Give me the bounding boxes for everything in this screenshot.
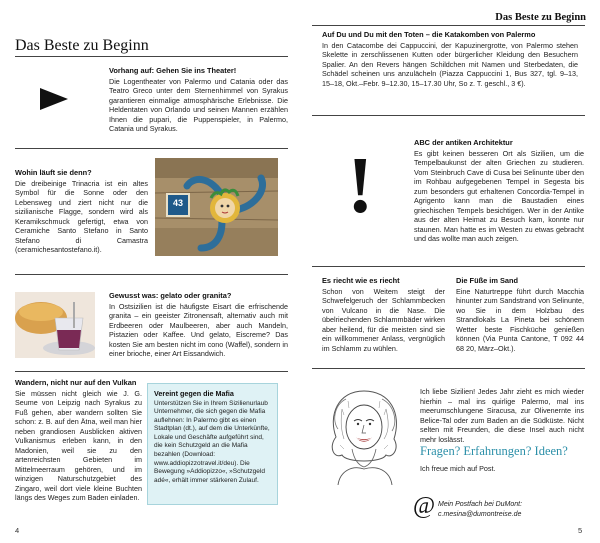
page-title: Das Beste zu Beginn bbox=[15, 37, 149, 54]
vulcano-section bbox=[322, 276, 445, 353]
rule bbox=[312, 115, 585, 116]
mafia-body: Unterstützen Sie in Ihrem Sizilienurlaub Unternehmer, die sich gegen die Mafia auflehnen: In Palermo gibt es einen Stadtplan (dt.), auf dem die Unterkünfte, Lokale und Geschäfte aufgeführt sind, die kein Schutzgeld an die Mafia bezahlen (Download: www.addiopizzotravel.it/deu). Die Bewegung »Addiopizzo«, »Schutzgeld adé«, erhält immer stärkeren Zulauf. bbox=[154, 399, 270, 484]
catacombs-body: In den Catacombe dei Cappuccini, der Kapuzinergrotte, von Palermo stehen Skelette in zerschlissenen Kutten oder bürgerlicher Kleidung den Besuchern Spalier. An den Revers hängen Schildchen mit Namen und Sterbedaten, die Schädel scheinen uns anzulächeln (Piazza Cappuccini 1, Bus 327, tgl. 9–13, 15–18, Okt.–Febr. 9–12.30, 15–17.30 Uhr, So z. T. geschl., 3 €). bbox=[322, 40, 578, 88]
vulcano-body: Schon von Weitem steigt der Schwefelgeruch der Schlammbecken von Vulcano in die Nase. Die übelriechenden Schlammbäder wirken aber heilend, für die meisten sind sie ein willkommener Anlass, vergnüglich im Schlamm zu wühlen. bbox=[322, 286, 445, 353]
at-sign-icon: @ bbox=[413, 493, 436, 519]
author-portrait bbox=[322, 385, 407, 485]
trinacria-section bbox=[15, 168, 148, 255]
rule bbox=[15, 274, 288, 275]
vulcano-heading: Es riecht wie es riecht bbox=[322, 276, 400, 285]
theater-heading: Vorhang auf: Gehen Sie ins Theater! bbox=[109, 66, 237, 75]
beach-section bbox=[456, 276, 584, 353]
beach-heading: Die Füße im Sand bbox=[456, 276, 519, 285]
mail-address-link[interactable]: c.mesina@dumontreise.de bbox=[438, 511, 522, 518]
vulkan-body: Sie müssen nicht gleich wie J. G. Seume von Leipzig nach Syrakus zu Fuß gehen, aber wandern sollten Sie schon: z. B. auf den Ätna, weil man hier neben grandiosen Ausblicken aktiven Vulkanismus erleben kann, in den Madonien, weil sie zu den artenreichsten Gebieten im Mittelmeerraum gehören, und im winzigen Naturschutzgebiet des Zingaro, weil dort viele kleine Buchten längs des Weges zum Baden einladen. bbox=[15, 388, 142, 503]
contact-question-sub: Ich freue mich auf Post. bbox=[420, 464, 496, 473]
gelato-photo bbox=[15, 292, 95, 358]
trinacria-body: Die dreibeinige Trinacria ist ein altes Symbol für die Sonne oder den Lebensweg und ziert nicht nur die sizilianische Flagge, sondern wird als Keramikschmuck gefertigt, etwa von Ceramiche Santo Stefano in Santo Stefano di Camastra (ceramichesantostefano.it). bbox=[15, 178, 148, 255]
rule bbox=[312, 25, 585, 26]
catacombs-heading: Auf Du und Du mit den Toten – die Katakomben von Palermo bbox=[322, 30, 536, 39]
catacombs-section bbox=[322, 30, 578, 88]
beach-body: Eine Naturtreppe führt durch Macchia hinunter zum Sandstrand von Selinunte, wo Sie in dem Holzbau des Strandlokals La Pineta bei schönem Wetter beste Fischküche genießen können (Via Punta Cantone, T 092 44 68 20, März–Okt.). bbox=[456, 286, 584, 353]
architecture-heading: ABC der antiken Architektur bbox=[414, 138, 513, 147]
mafia-heading: Vereint gegen die Mafia bbox=[154, 389, 234, 398]
exclamation-mark-glyph: ! bbox=[347, 142, 374, 230]
trinacria-heading: Wohin läuft sie denn? bbox=[15, 168, 92, 177]
rule bbox=[15, 148, 288, 149]
mailbox-label: Mein Postfach bei DuMont: bbox=[438, 501, 523, 508]
rule bbox=[15, 56, 288, 57]
vulkan-section bbox=[15, 378, 142, 503]
gelato-section bbox=[109, 291, 288, 359]
rule bbox=[15, 371, 288, 372]
gelato-body: In Ostsizilien ist die häufigste Eisart die erfrischende granita – ein geeister Zitronensaft, alternativ auch mit Erdbeeren oder Maulbeeren, aber auch Mandeln, Pistazien oder Kaffee. Und gelato, Eiscreme? Das kosten Sie am besten nicht im cono (Waffel), sondern in einer brioche, einer Art Eissandwich. bbox=[109, 301, 288, 359]
page-number-left: 4 bbox=[15, 526, 20, 535]
mafia-note-box bbox=[147, 383, 278, 505]
house-number: 43 bbox=[172, 198, 183, 208]
architecture-section bbox=[414, 138, 584, 244]
trinacria-photo bbox=[155, 158, 278, 256]
vulkan-heading: Wandern, nicht nur auf den Vulkan bbox=[15, 378, 137, 387]
rule bbox=[312, 266, 585, 267]
theater-section bbox=[109, 66, 288, 134]
running-header-title: Das Beste zu Beginn bbox=[495, 12, 586, 23]
gelato-heading: Gewusst was: gelato oder granita? bbox=[109, 291, 232, 300]
theater-body: Die Logentheater von Palermo und Catania oder das Teatro Greco unter dem Sternenhimmel von Syrakus garantieren einmalige atmosphärische Erlebnisse. Die Heldentaten von Orlando und seinen Mannen erzählen Ihnen die pupari, die Puppenspieler, in Palermo, Catania und Syrakus. bbox=[109, 76, 288, 134]
contact-question: Fragen? Erfahrungen? Ideen? bbox=[420, 444, 568, 458]
page-number-right: 5 bbox=[578, 526, 583, 535]
rule bbox=[312, 368, 585, 369]
play-triangle-icon bbox=[40, 88, 68, 113]
architecture-body: Es gibt keinen besseren Ort als Sizilien, um die Tempelbaukunst der alten Griechen zu studieren. Vom Steinbruch Cave di Cusa bei Selinunte über den im Rohbau aufgegebenen Tempel in Segesta bis zum besonders gut erhaltenen Concordia-Tempel in Agrigento kann man die Baustadien eines griechischen Tempels besichtigen. Wer in der Antike aus der alten Heimat zu Besuch kam, konnte nur staunen. Man hatte es im Westen zu etwas gebracht und das wollte man auch zeigen. bbox=[414, 148, 584, 244]
author-text: Ich liebe Sizilien! Jedes Jahr zieht es mich wieder hierhin – mal ins quirlige Palermo, mal ins meerumschlungene Siracusa, zur Olivenernte ins Belice-Tal oder zum Baden an die Südküste. Nicht selten mit Freunden, die diese Insel auch nicht mehr loslässt. bbox=[420, 387, 584, 444]
